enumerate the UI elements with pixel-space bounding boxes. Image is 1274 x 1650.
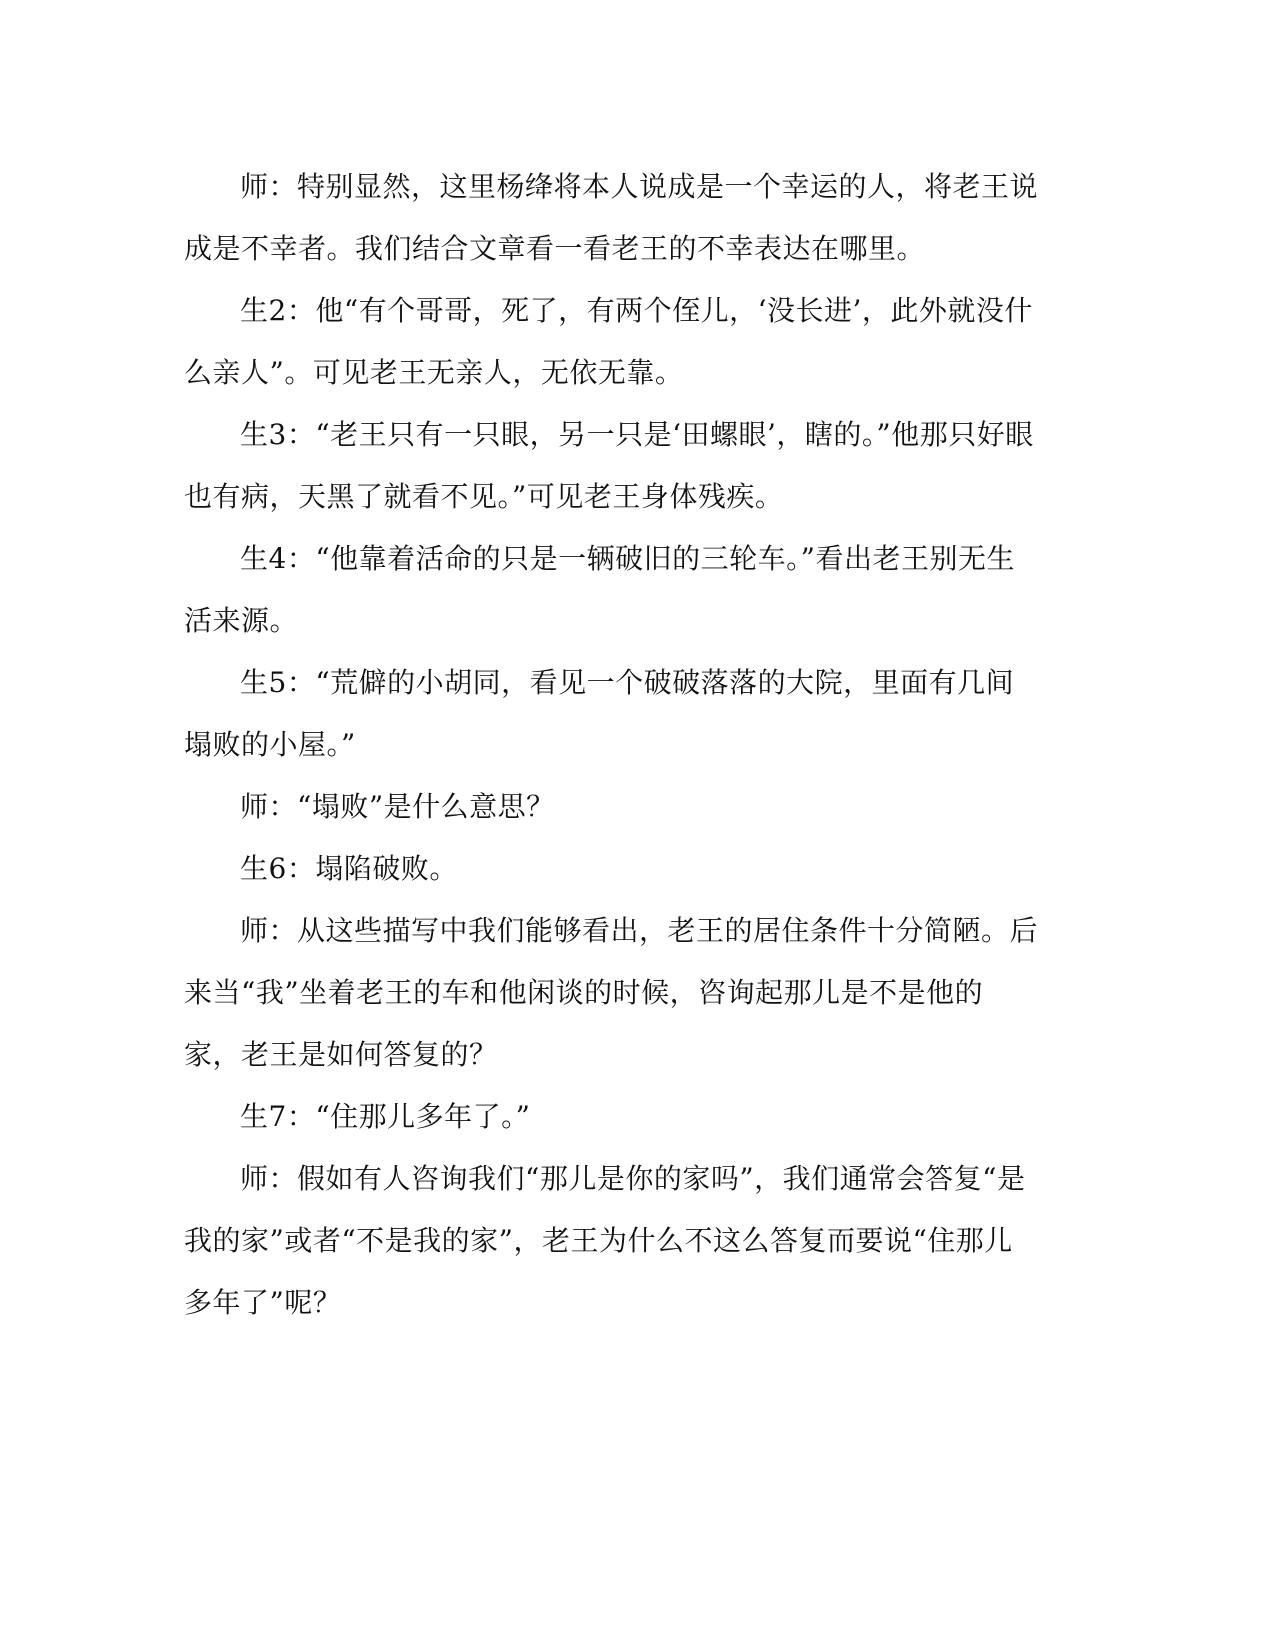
paragraph-8: 师：从这些描写中我们能够看出，老王的居住条件十分简陋。后来当“我”坐着老王的车和他闲谈的时候，咨询起那儿是不是他的家，老王是如何答复的？ (184, 914, 1039, 1071)
paragraph-3: 生3：“老王只有一只眼，另一只是‘田螺眼’，瞎的。”他那只好眼也有病，天黑了就看不见。”可见老王身体残疾。 (184, 418, 1034, 513)
paragraph-5: 生5：“荒僻的小胡同，看见一个破破落落的大院，里面有几间塌败的小屋。” (184, 666, 1015, 761)
paragraph-1: 师：特别显然，这里杨绛将本人说成是一个幸运的人，将老王说成是不幸者。我们结合文章看一看老王的不幸表达在哪里。 (184, 170, 1039, 265)
paragraph-10: 师：假如有人咨询我们“那儿是你的家吗”，我们通常会答复“是我的家”或者“不是我的家”，老王为什么不这么答复而要说“住那儿多年了”呢？ (184, 1162, 1026, 1319)
paragraph-2: 生2：他“有个哥哥，死了，有两个侄儿，‘没长进’，此外就没什么亲人”。可见老王无亲人，无依无靠。 (184, 294, 1033, 389)
paragraph-6: 师：“塌败”是什么意思？ (240, 790, 555, 823)
document-body (184, 156, 1040, 1334)
paragraph-7: 生6：塌陷破败。 (240, 852, 458, 885)
paragraph-4: 生4：“他靠着活命的只是一辆破旧的三轮车。”看出老王别无生活来源。 (184, 542, 1015, 637)
paragraph-9: 生7：“住那儿多年了。” (240, 1100, 531, 1133)
